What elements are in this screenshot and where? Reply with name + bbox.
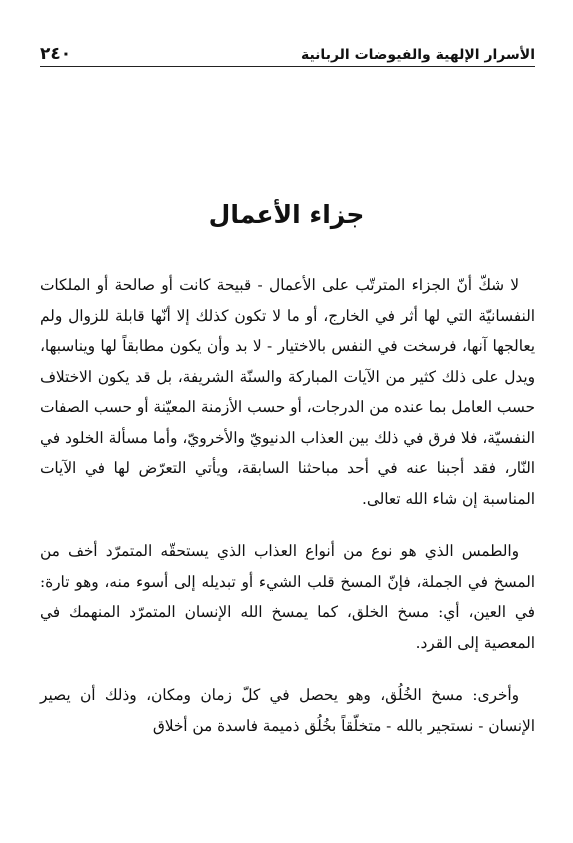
paragraph: والطمس الذي هو نوع من أنواع العذاب الذي يستحقّه المتمرّد أخف من المسخ في الجملة، فإنّ المسخ قلب الشيء أو تبديله إلى أسوء منه، وهو تارة: في العين، أي: مسخ الخلق، كما يمسخ الله الإنسان المتمرّد المنهمك في المعصية إلى القرد. [40,542,535,652]
paragraph: وأخرى: مسخ الخُلُق، وهو يحصل في كلّ زمان ومكان، وذلك أن يصير الإنسان - نستجير بالله - متخلّقاً بخُلُق ذميمة فاسدة من أخلاق [40,686,535,735]
paragraph: لا شكّ أنّ الجزاء المترتّب على الأعمال - قبيحة كانت أو صالحة أو الملكات النفسانيّة التي لها أثر في الخارج، أو ما لا تكون كذلك إلا أنّها قابلة للزوال ولم يعالجها آنها، فرسخت في النفس بالاختيار - لا بد وأن يكون مطابقاً لها ويناسبها، ويدل على ذلك كثير من الآيات المباركة والسنّة الشريفة، بل قد يكون الاختلاف حسب العامل بما عنده من الدرجات، أو حسب الأزمنة المعيّنة أو حسب الصفات النفسيّة، فلا فرق في ذلك بين العذاب الدنيويّ والأخرويّ، وأما مسألة الخلود في النّار، فقد أجبنا عنه في أحد مباحثنا السابقة، ويأتي التعرّض لها في الآيات المناسبة إن شاء الله تعالى. [40,276,535,508]
page-header [40,40,535,67]
chapter-title: جزاء الأعمال [208,200,365,229]
page-number: ٢٤٠ [40,44,72,64]
body-text [40,270,535,741]
running-title: الأسرار الإلهية والفيوضات الربانية [300,47,535,63]
